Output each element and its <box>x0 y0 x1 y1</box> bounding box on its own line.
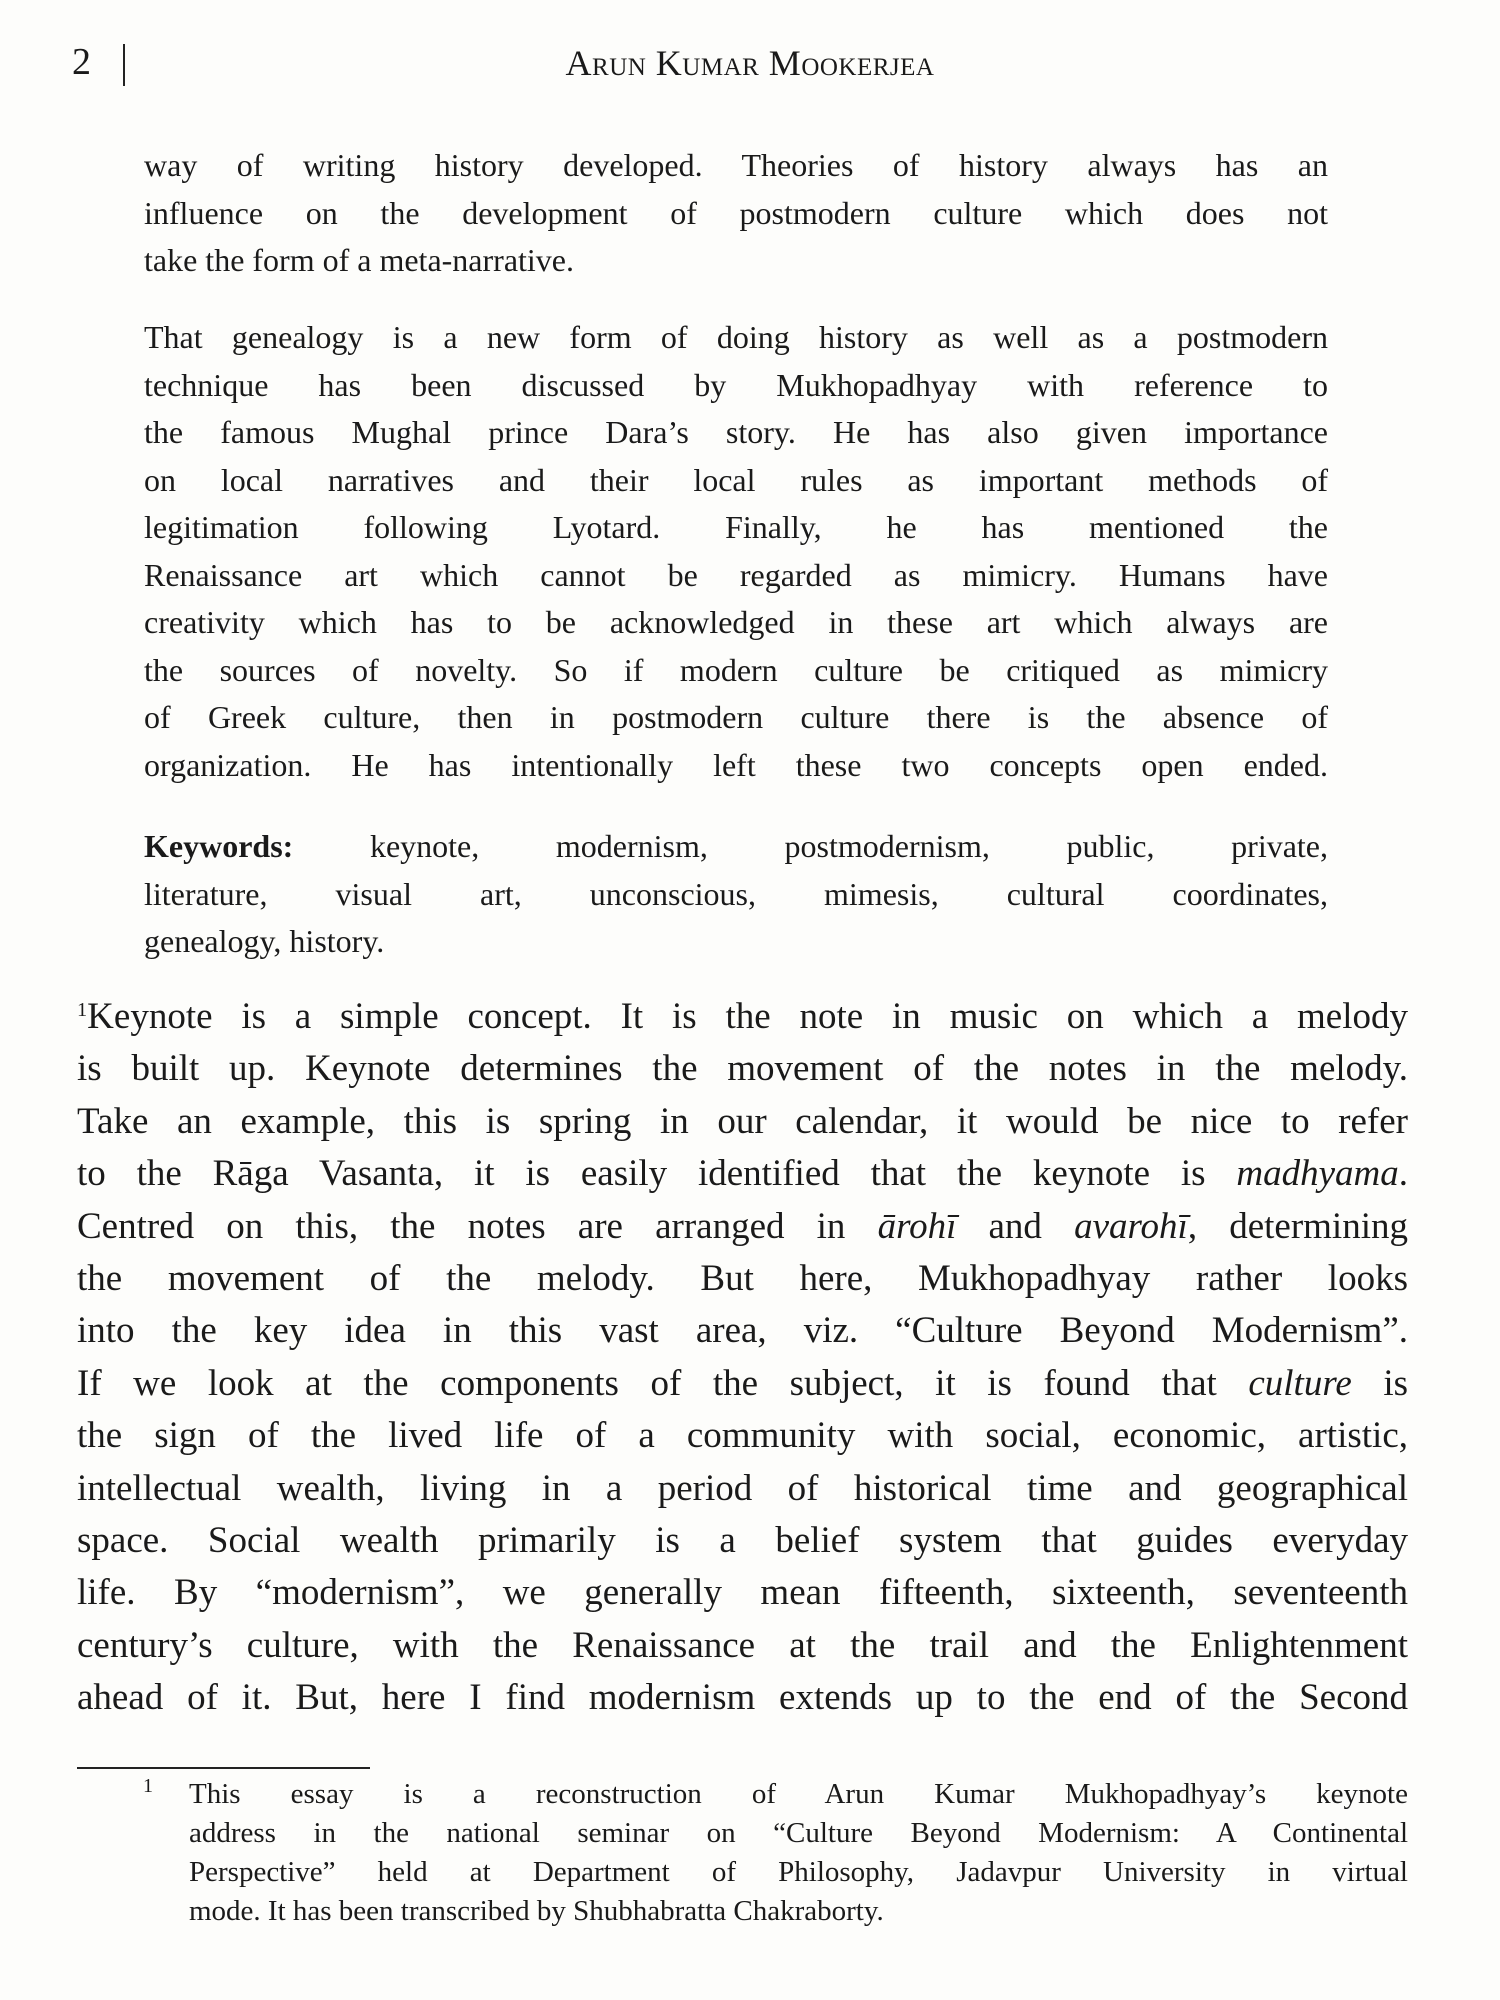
text-line <box>77 1672 1408 1724</box>
text-line: the famous Mughal prince Dara’s story. He has also given importance <box>144 414 1328 450</box>
text-line: way of writing history developed. Theories of history always has an <box>144 147 1328 183</box>
text-segment: the sign of the lived life of a community with social, economic, artistic, <box>77 1415 1408 1457</box>
text-segment: intellectual wealth, living in a period of historical time and geographical <box>77 1467 1408 1509</box>
keywords-paragraph <box>144 823 1328 966</box>
text-line: mode. It has been transcribed by Shubhabratta Chakraborty. <box>189 1895 884 1927</box>
text-segment: into the key idea in this vast area, viz. “Culture Beyond Modernism”. <box>77 1310 1408 1352</box>
text-segment: is built up. Keynote determines the movement of the notes in the melody. <box>77 1048 1408 1090</box>
text-segment: , determining <box>1187 1205 1408 1247</box>
abstract-paragraph-1 <box>144 142 1328 285</box>
text-line <box>144 823 1328 871</box>
footnote-rule <box>77 1767 370 1769</box>
text-line: legitimation following Lyotard. Finally, he has mentioned the <box>144 509 1328 545</box>
text-line <box>77 1620 1408 1672</box>
text-line <box>144 918 1328 966</box>
keywords-text: keynote, modernism, postmodernism, public, private, <box>293 828 1328 864</box>
text-segment: . <box>1398 1153 1408 1195</box>
text-segment: Take an example, this is spring in our calendar, it would be nice to refer <box>77 1100 1408 1142</box>
text-line: take the form of a meta-narrative. <box>144 242 574 278</box>
italic-term: culture <box>1248 1362 1352 1404</box>
keywords-text: literature, visual art, unconscious, mimesis, cultural coordinates, <box>144 875 1328 912</box>
text-segment: is <box>1351 1362 1408 1404</box>
text-line: on local narratives and their local rules as important methods of <box>144 461 1328 498</box>
text-segment: and <box>956 1205 1075 1247</box>
text-segment: to the Rāga Vasanta, it is easily identified that the keynote is <box>77 1153 1237 1195</box>
running-title: Arun Kumar Mookerjea <box>565 43 935 83</box>
text-segment: Keynote is a simple concept. It is the note in music on which a melody <box>87 996 1408 1037</box>
footnote-reference: 1 <box>77 998 88 1021</box>
keywords-label: Keywords: <box>144 828 294 864</box>
text-line: influence on the development of postmodern culture which does not <box>144 194 1328 231</box>
text-line <box>77 1305 1408 1357</box>
text-line <box>77 1515 1408 1567</box>
text-line <box>77 1201 1408 1253</box>
text-line: That genealogy is a new form of doing history as well as a postmodern <box>144 319 1328 355</box>
text-line <box>77 1043 1408 1095</box>
text-line <box>77 1096 1408 1148</box>
text-line: Perspective” held at Department of Philosophy, Jadavpur University in virtual <box>189 1856 1408 1888</box>
text-line: This essay is a reconstruction of Arun Kumar Mukhopadhyay’s keynote <box>189 1778 1408 1810</box>
text-segment: space. Social wealth primarily is a belief system that guides everyday <box>77 1520 1408 1562</box>
text-segment: the movement of the melody. But here, Mukhopadhyay rather looks <box>77 1258 1408 1300</box>
italic-term: avarohī <box>1074 1205 1188 1247</box>
keywords-text: genealogy, history. <box>144 923 385 959</box>
text-line: address in the national seminar on “Culture Beyond Modernism: A Continental <box>189 1817 1408 1849</box>
footnote-marker: 1 <box>143 1775 153 1797</box>
text-line <box>77 1410 1408 1462</box>
text-line <box>77 991 1408 1043</box>
text-line <box>77 1567 1408 1619</box>
text-line <box>77 1253 1408 1305</box>
text-line <box>77 1148 1408 1200</box>
text-line: creativity which has to be acknowledged in these art which always are <box>144 604 1328 640</box>
text-line: the sources of novelty. So if modern culture be critiqued as mimicry <box>144 651 1328 688</box>
text-line <box>144 871 1328 919</box>
text-line <box>77 1358 1408 1410</box>
text-segment: century’s culture, with the Renaissance at the trail and the Enlightenment <box>77 1624 1408 1666</box>
text-segment: Centred on this, the notes are arranged in <box>77 1205 878 1247</box>
text-line: organization. He has intentionally left these two concepts open ended. <box>144 746 1328 783</box>
italic-term: ārohī <box>877 1205 957 1247</box>
page-number: 2 <box>72 41 91 83</box>
text-line: of Greek culture, then in postmodern culture there is the absence of <box>144 699 1328 735</box>
text-line <box>77 1463 1408 1515</box>
text-segment: If we look at the components of the subject, it is found that <box>77 1362 1249 1404</box>
italic-term: madhyama <box>1236 1153 1399 1195</box>
body-text <box>77 991 1408 1725</box>
text-line: technique has been discussed by Mukhopadhyay with reference to <box>144 366 1328 403</box>
text-line: Renaissance art which cannot be regarded as mimicry. Humans have <box>144 556 1328 593</box>
text-segment: ahead of it. But, here I find modernism extends up to the end of the Second <box>77 1677 1408 1719</box>
footnote-text <box>189 1775 1408 1931</box>
abstract-paragraph-2 <box>144 314 1328 789</box>
text-segment: life. By “modernism”, we generally mean fifteenth, sixteenth, seventeenth <box>77 1572 1408 1614</box>
